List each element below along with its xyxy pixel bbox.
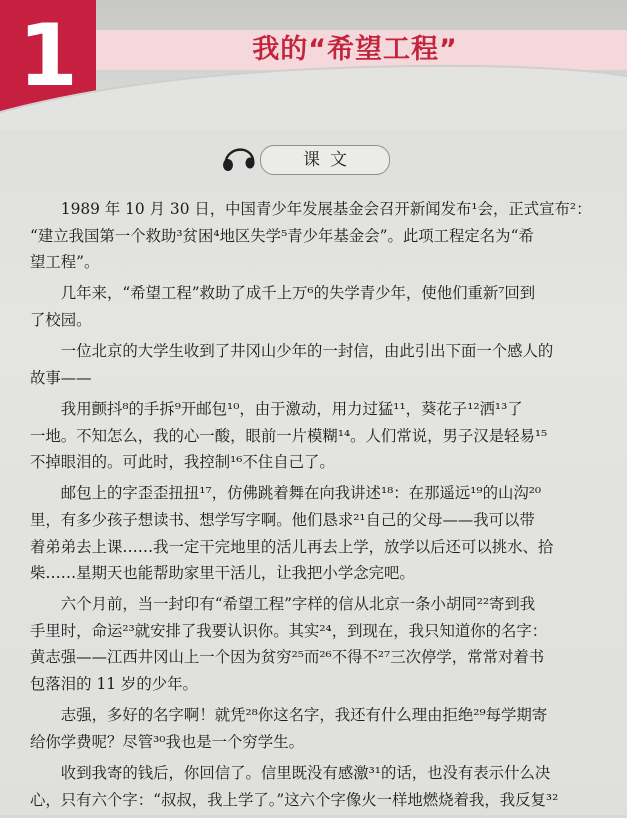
paragraph: [30, 480, 602, 586]
lesson-text: [30, 196, 602, 818]
text-line: 黄志强——江西井冈山上一个因为贫穷²⁵而²⁶不得不²⁷三次停学，常常对着书: [30, 648, 545, 667]
text-line: 心，只有六个字：“叔叔，我上学了。”这六个字像火一样地燃烧着我，我反复³²: [30, 790, 559, 809]
text-line: 几年来，“希望工程”救助了成千上万⁶的失学青少年，使他们重新⁷回到: [60, 284, 536, 303]
text-line: 望工程”。: [30, 253, 100, 272]
text-line: 志强，多好的名字啊！就凭²⁸你这名字，我还有什么理由拒绝²⁹每学期寄: [60, 706, 548, 725]
section-header: [220, 142, 410, 176]
text-line: 给你学费呢？尽管³⁰我也是一个穷学生。: [30, 732, 304, 751]
header-wave-decoration: [0, 60, 627, 130]
text-line: 1989 年 10 月 30 日，中国青少年发展基金会召开新闻发布¹会，正式宣布²：: [60, 200, 592, 218]
text-line: 了校园。: [30, 310, 92, 329]
paragraph: [30, 338, 602, 391]
text-line: 柴……星期天也能帮助家里干活儿，让我把小学念完吧。: [30, 564, 415, 583]
text-line: 不掉眼泪的。可此时，我控制¹⁶不住自己了。: [30, 453, 335, 472]
paragraph: [30, 196, 602, 276]
lesson-number: 1: [0, 0, 96, 112]
text-line: 着弟弟去上课……我一定干完地里的活儿再去上学，放学以后还可以挑水、拾: [30, 537, 554, 556]
lesson-title: 我的“希望工程”: [252, 34, 458, 65]
text-line: 里，有多少孩子想读书、想学写字啊。他们恳求²¹自己的父母——我可以带: [30, 510, 535, 529]
paragraph: [30, 396, 602, 476]
text-line: 六个月前，当一封印有“希望工程”字样的信从北京一条小胡同²²寄到我: [60, 595, 536, 614]
text-line: 手里时，命运²³就安排了我要认识你。其实²⁴，到现在，我只知道你的名字：: [30, 621, 548, 640]
text-line: “建立我国第一个救助³贫困⁴地区失学⁵青少年基金会”。此项工程定名为“希: [30, 226, 534, 245]
text-line: 故事——: [30, 368, 92, 387]
text-line: 包落泪的 11 岁的少年。: [30, 675, 198, 694]
paragraph: [30, 280, 602, 333]
text-line: 邮包上的字歪歪扭扭¹⁷，仿佛跳着舞在向我讲述¹⁸：在那遥远¹⁹的山沟²⁰: [60, 484, 542, 503]
text-line: 一位北京的大学生收到了井冈山少年的一封信，由此引出下面一个感人的: [60, 342, 554, 361]
paragraph: [30, 760, 602, 813]
text-line: 一地。不知怎么，我的心一酸，眼前一片模糊¹⁴。人们常说，男子汉是轻易¹⁵: [30, 426, 548, 445]
section-label: 课文: [260, 145, 390, 175]
text-line: 我用颤抖⁸的手拆⁹开邮包¹⁰，由于激动，用力过猛¹¹，葵花子¹²洒¹³了: [60, 399, 523, 418]
paragraph: [30, 702, 602, 755]
text-line: 收到我寄的钱后，你回信了。信里既没有感激³¹的话，也没有表示什么决: [60, 764, 551, 783]
headphones-icon: [220, 146, 256, 172]
paragraph: [30, 591, 602, 697]
